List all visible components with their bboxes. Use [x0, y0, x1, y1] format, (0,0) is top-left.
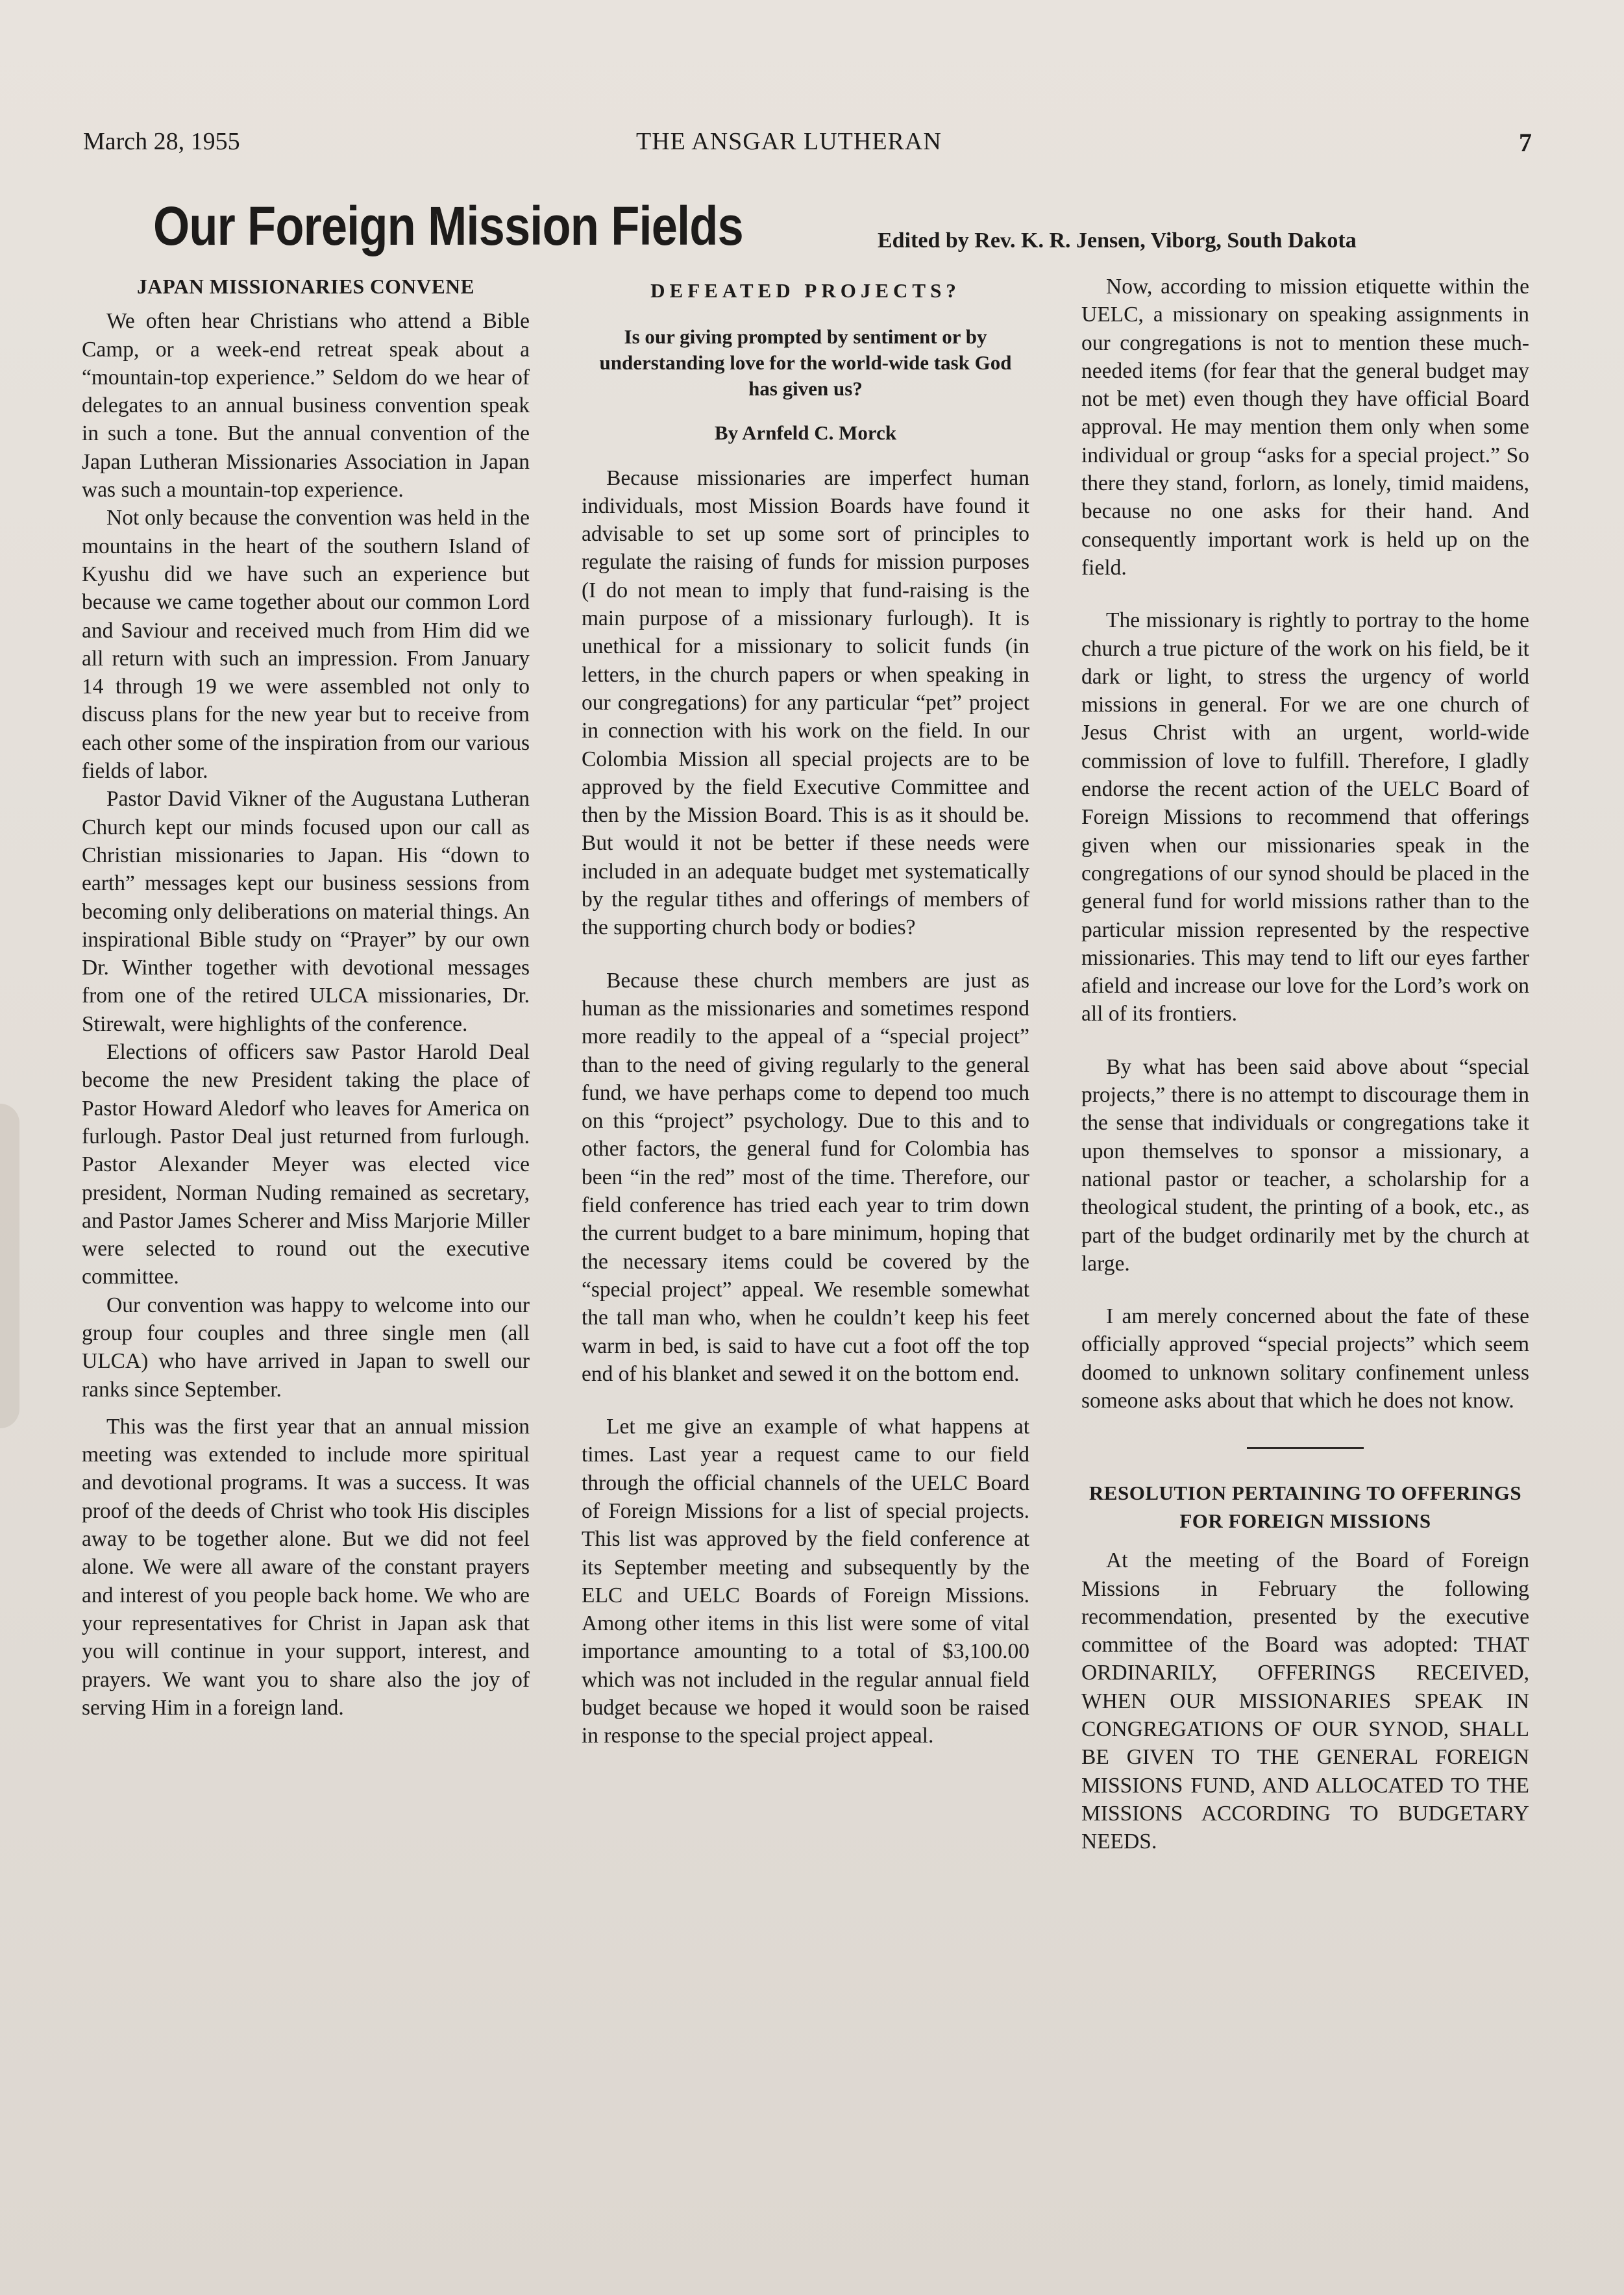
article-paragraph: Let me give an example of what happens at times. Last year a request came to our field through the official channels of the UELC Board of Foreign Missions for a list of special projects. This list was approved by the field conference at its September meeting and subsequently by the ELC and UELC Boards of Foreign Missions. Among other items in this list were some of vital importance amounting to a total of $3,100.00 which was not included in the regular annual field budget because we hoped it would soon be raised in response to the special project appeal. — [582, 1415, 1029, 1748]
article-headline: RESOLUTION PERTAINING TO OFFERINGS FOR FOREIGN MISSIONS — [1089, 1482, 1522, 1533]
article-paragraph: The missionary is rightly to portray to the home church a true picture of the work on his field, be it dark or light, to stress the urgency of world missions in general. For we are one church of Jesus Christ with an urgent, world-wide commission of love to fulfill. Therefore, I gladly endorse the recent action of the UELC Board of Foreign Missions to recommend that offerings given when our missionaries speak in the congregations of our synod should be placed in the general fund for world missions rather than to the particular mission represented by the respective missionaries. This may tend to lift our eyes farther afield and increase our love for the Lord’s work on all of its frontiers. — [1081, 608, 1529, 1026]
section-editor-credit: Edited by Rev. K. R. Jensen, Viborg, South Dakota — [878, 229, 1357, 253]
section-banner — [0, 195, 1624, 266]
section-divider — [1247, 1447, 1364, 1449]
article-paragraph: Now, according to mission etiquette within the UELC, a missionary on speaking assignments in our congregations is not to mention these much-needed items (for fear that the general budget may not be met) even though they have official Board approval. He may mention them only when some individual or group “asks for a special project.” So there they stand, forlorn, as lonely, timid maidens, because no one asks for their hand. And consequently important work is held up on the field. — [1081, 275, 1529, 580]
article-paragraph: By what has been said above about “special projects,” there is no attempt to discourage them in the sense that individuals or congregations take it upon themselves to sponsor a missionary, a national pastor or teacher, a scholarship for a theological student, the printing of a book, etc., as part of the budget ordinarily met by the church at large. — [1081, 1054, 1529, 1276]
article-deck: Is our giving prompted by sentiment or by understanding love for the world-wide task God has given us? — [599, 325, 1012, 401]
article-headline: JAPAN MISSIONARIES CONVENE — [137, 275, 474, 298]
article-byline: By Arnfeld C. Morck — [714, 421, 897, 445]
column-1 — [82, 273, 530, 1722]
article-paragraph: I am merely concerned about the fate of these officially approved “special projects” which seem doomed to unknown solitary confinement unless someone asks about that which he does not know. — [1081, 1304, 1529, 1413]
article-paragraph: At the meeting of the Board of Foreign Missions in February the following recommendation, presented by the executive committee of the Board was adopted: THAT ORDINARILY, OFFERINGS RECEIVED, WHEN OUR MISSIONARIES SPEAK IN CONGREGATIONS OF OUR SYNOD, SHALL BE GIVEN TO THE GENERAL FOREIGN MISSIONS FUND, AND ALLOCATED TO THE MISSIONS ACCORDING TO BUDGETARY NEEDS. — [1081, 1548, 1529, 1854]
article-paragraph: Our convention was happy to welcome into our group four couples and three single men (all ULCA) who have arrived in Japan to swell our ranks since September. — [82, 1293, 530, 1402]
article-paragraph: Not only because the convention was held in the mountains in the heart of the southern Island of Kyushu did we have such an experience but because we came together about our common Lord and Saviour and received much from Him did we all return with such an impression. From January 14 through 19 we were assembled not only to discuss plans for the new year but to receive from each other some of the inspiration from our various fields of labor. — [82, 506, 530, 784]
article-paragraph: Pastor David Vikner of the Augustana Lutheran Church kept our minds focused upon our call as Christian missionaries to Japan. His “down to earth” messages kept our business sessions from becoming only deliberations on material things. An inspirational Bible study on “Prayer” by our own Dr. Winther together with devotional messages from one of the retired ULCA missionaries, Dr. Stirewalt, were highlights of the conference. — [82, 787, 530, 1036]
column-2 — [582, 273, 1029, 1750]
running-head — [0, 127, 1624, 166]
page-number: 7 — [1519, 128, 1532, 157]
article-paragraph: Because missionaries are imperfect human individuals, most Mission Boards have found it advisable to set up some sort of principles to regulate the raising of funds for mission purposes (I do not mean to imply that fund-raising is the main purpose of a missionary furlough). It is unethical for a missionary to solicit funds (in letters, in the church papers or when speaking in our congregations) for any particular “pet” project in connection with his work on the field. In our Colombia Mission all special projects are to be approved by the field Executive Committee and then by the Mission Board. This is as it should be. But would it not be better if these needs were included in an adequate budget met systematically by the regular tithes and offerings of members of the supporting church body or bodies? — [582, 465, 1029, 940]
publication-name: THE ANSGAR LUTHERAN — [636, 128, 942, 155]
article-paragraph: This was the first year that an annual mission meeting was extended to include more spiritual and devotional programs. It was a success. It was proof of the deeds of Christ who took His disciples away to be together alone. But we did not feel alone. We were all aware of the constant prayers and interest of you people back home. We who are your representatives for Christ in Japan ask that you will continue in your support, interest, and prayers. We want you to share also the joy of serving Him in a foreign land. — [82, 1414, 530, 1720]
article-headline: DEFEATED PROJECTS? — [650, 279, 961, 302]
column-3 — [1081, 273, 1529, 1856]
article-paragraph: Because these church members are just as human as the missionaries and sometimes respond more readily to the appeal of a “special project” than to the need of giving regularly to the general fund, we have perhaps come to depend too much on this “project” psychology. Due to this and to other factors, the general fund for Colombia has been “in the red” most of the time. Therefore, our field conference has tried each year to trim down the current budget to a bare minimum, hoping that the necessary items could be covered by the “special project” appeal. We resemble somewhat the tall man who, when he couldn’t keep his feet warm in bed, is said to have cut a foot off the top end of his blanket and sewed it on the bottom end. — [582, 968, 1029, 1386]
page-edge-wear — [0, 1104, 19, 1428]
article-paragraph: Elections of officers saw Pastor Harold Deal become the new President taking the place of Pastor Howard Aledorf who leaves for America on furlough. Pastor Deal just returned from furlough. Pastor Alexander Meyer was elected vice president, Norman Nuding remained as secretary, and Pastor James Scherer and Miss Marjorie Miller were selected to round out the executive committee. — [82, 1040, 530, 1289]
issue-date: March 28, 1955 — [83, 128, 240, 155]
article-paragraph: We often hear Christians who attend a Bible Camp, or a week-end retreat speak about a “mountain-top experience.” Seldom do we hear of delegates to an annual business convention speak in such a tone. But the annual convention of the Japan Lutheran Missionaries Association in Japan was such a mountain-top experience. — [82, 309, 530, 502]
section-title: Our Foreign Mission Fields — [153, 195, 743, 256]
